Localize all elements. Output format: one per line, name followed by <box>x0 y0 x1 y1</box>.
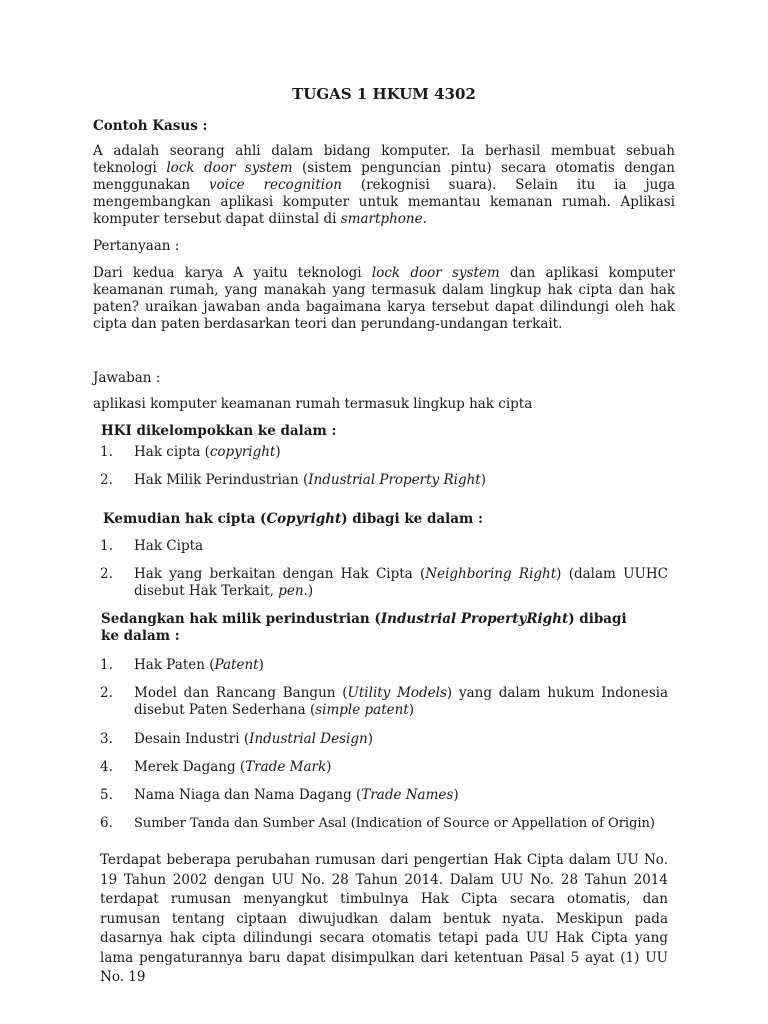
text-run: A adalah seorang ahli dalam bidang komputer. Ia berhasil membuat sebuah teknologi <box>93 143 675 176</box>
text-run: (rekognisi suara). Selain itu ia juga mengembangkan aplikasi komputer untuk memantau kemanan rumah. Aplikasi komputer tersebut dapat diinstal di <box>93 177 676 227</box>
text-run: Nama Niaga dan Nama Dagang ( <box>134 787 362 803</box>
italic-text-run: Trade Mark <box>245 759 327 775</box>
text-run: Hak Paten ( <box>134 657 215 673</box>
list-number: 2. <box>100 472 113 488</box>
italic-text-run: Neighboring Right <box>425 566 557 582</box>
italic-text-run: pen. <box>278 583 308 599</box>
italic-text-run: voice recognition <box>209 177 342 193</box>
list-item-text <box>134 566 668 600</box>
list-item-text <box>134 731 373 748</box>
answer-line: aplikasi komputer keamanan rumah termasuk lingkup hak cipta <box>93 396 533 412</box>
case-paragraph <box>93 143 675 228</box>
text-run: ) <box>326 759 332 775</box>
text-run: Kemudian hak cipta ( <box>103 511 267 527</box>
list-item-text <box>134 657 264 674</box>
list-number: 1. <box>100 444 113 460</box>
text-run: ) dibagi ke dalam : <box>341 511 483 527</box>
document-title: TUGAS 1 HKUM 4302 <box>292 85 476 103</box>
list-item-text <box>134 685 668 719</box>
text-run: ) (dalam UUHC disebut Hak Terkait, <box>134 566 668 599</box>
text-run: ) <box>258 657 264 673</box>
italic-text-run: Patent <box>214 657 259 673</box>
italic-text-run: Trade Names <box>361 787 454 803</box>
italic-text-run: Industrial Property Right <box>308 472 481 488</box>
text-run: ) dibagi ke dalam : <box>101 611 627 644</box>
italic-text-run: copyright <box>209 444 276 460</box>
text-run: Dari kedua karya A yaitu teknologi <box>93 265 372 281</box>
list-item-text <box>134 787 459 804</box>
text-run: ) <box>275 444 281 460</box>
list-number: 3. <box>100 731 113 747</box>
text-run: ) <box>453 787 459 803</box>
text-run: ) <box>480 472 486 488</box>
italic-text-run: lock door system <box>371 265 500 281</box>
list-number: 1. <box>100 538 113 554</box>
text-run: Hak cipta ( <box>134 444 210 460</box>
list-item-text <box>134 444 281 461</box>
text-run: . <box>422 211 427 227</box>
text-run: Hak Milik Perindustrian ( <box>134 472 309 488</box>
text-run: Sumber Tanda dan Sumber Asal (Indication of Source or Appellation of Origin) <box>134 816 656 831</box>
text-run: Desain Industri ( <box>134 731 250 747</box>
italic-text-run: Industrial PropertyRight <box>380 611 569 627</box>
list-item-text <box>134 538 203 555</box>
list-number: 2. <box>100 566 113 582</box>
italic-text-run: Copyright <box>266 511 342 527</box>
question-paragraph <box>93 265 675 333</box>
answer-label: Jawaban : <box>93 370 161 386</box>
list-number: 4. <box>100 759 113 775</box>
text-run: ) <box>367 731 373 747</box>
list-item-text <box>134 815 674 832</box>
list-number: 1. <box>100 657 113 673</box>
list-item-text <box>134 472 486 489</box>
list-number: 2. <box>100 685 113 701</box>
text-run: Merek Dagang ( <box>134 759 246 775</box>
closing-paragraph: Terdapat beberapa perubahan rumusan dari pengertian Hak Cipta dalam UU No. 19 Tahun 2002 dengan UU No. 28 Tahun 2014. Dalam UU No. 28 Tahun 2014 terdapat rumusan menyangkut timbulnya Hak Cipta secara otomatis, dan rumusan tentang ciptaan diwujudkan dalam bentuk nyata. Meskipun pada dasarnya hak cipta dilindungi secara otomatis tetapi pada UU Hak Cipta yang lama pengaturannya baru dapat disimpulkan dari ketentuan Pasal 5 ayat (1) UU No. 19 <box>100 852 668 985</box>
question-label: Pertanyaan : <box>93 238 180 254</box>
text-run: ) <box>307 583 314 599</box>
text-run: Hak yang berkaitan dengan Hak Cipta ( <box>134 566 426 582</box>
case-heading: Contoh Kasus : <box>93 118 208 134</box>
italic-text-run: simple patent <box>315 702 409 718</box>
list-number: 5. <box>100 787 113 803</box>
hki-heading: HKI dikelompokkan ke dalam : <box>101 423 337 439</box>
text-run: (sistem penguncian pintu) secara otomatis dengan menggunakan <box>93 160 675 193</box>
list-item-text <box>134 759 331 776</box>
copyright-heading <box>103 511 685 528</box>
text-run: ) yang dalam hukum Indonesia disebut Paten Sederhana ( <box>134 685 668 718</box>
italic-text-run: smartphone <box>340 211 423 227</box>
industrial-heading <box>101 611 646 645</box>
text-run: Hak Cipta <box>134 538 204 554</box>
list-number: 6. <box>100 815 113 831</box>
text-run: ) <box>408 702 415 718</box>
text-run: Sedangkan hak milik perindustrian ( <box>101 611 381 627</box>
text-run: Model dan Rancang Bangun ( <box>134 685 348 701</box>
italic-text-run: Utility Models <box>347 685 447 701</box>
text-run: dan aplikasi komputer keamanan rumah, yang manakah yang termasuk dalam lingkup hak cipta dan hak paten? uraikan jawaban anda bagaimana karya tersebut dapat dilindungi oleh hak cipta dan paten berdasarkan teori dan perundang-undangan terkait. <box>93 265 675 332</box>
italic-text-run: Industrial Design <box>249 731 368 747</box>
italic-text-run: lock door system <box>166 160 293 176</box>
